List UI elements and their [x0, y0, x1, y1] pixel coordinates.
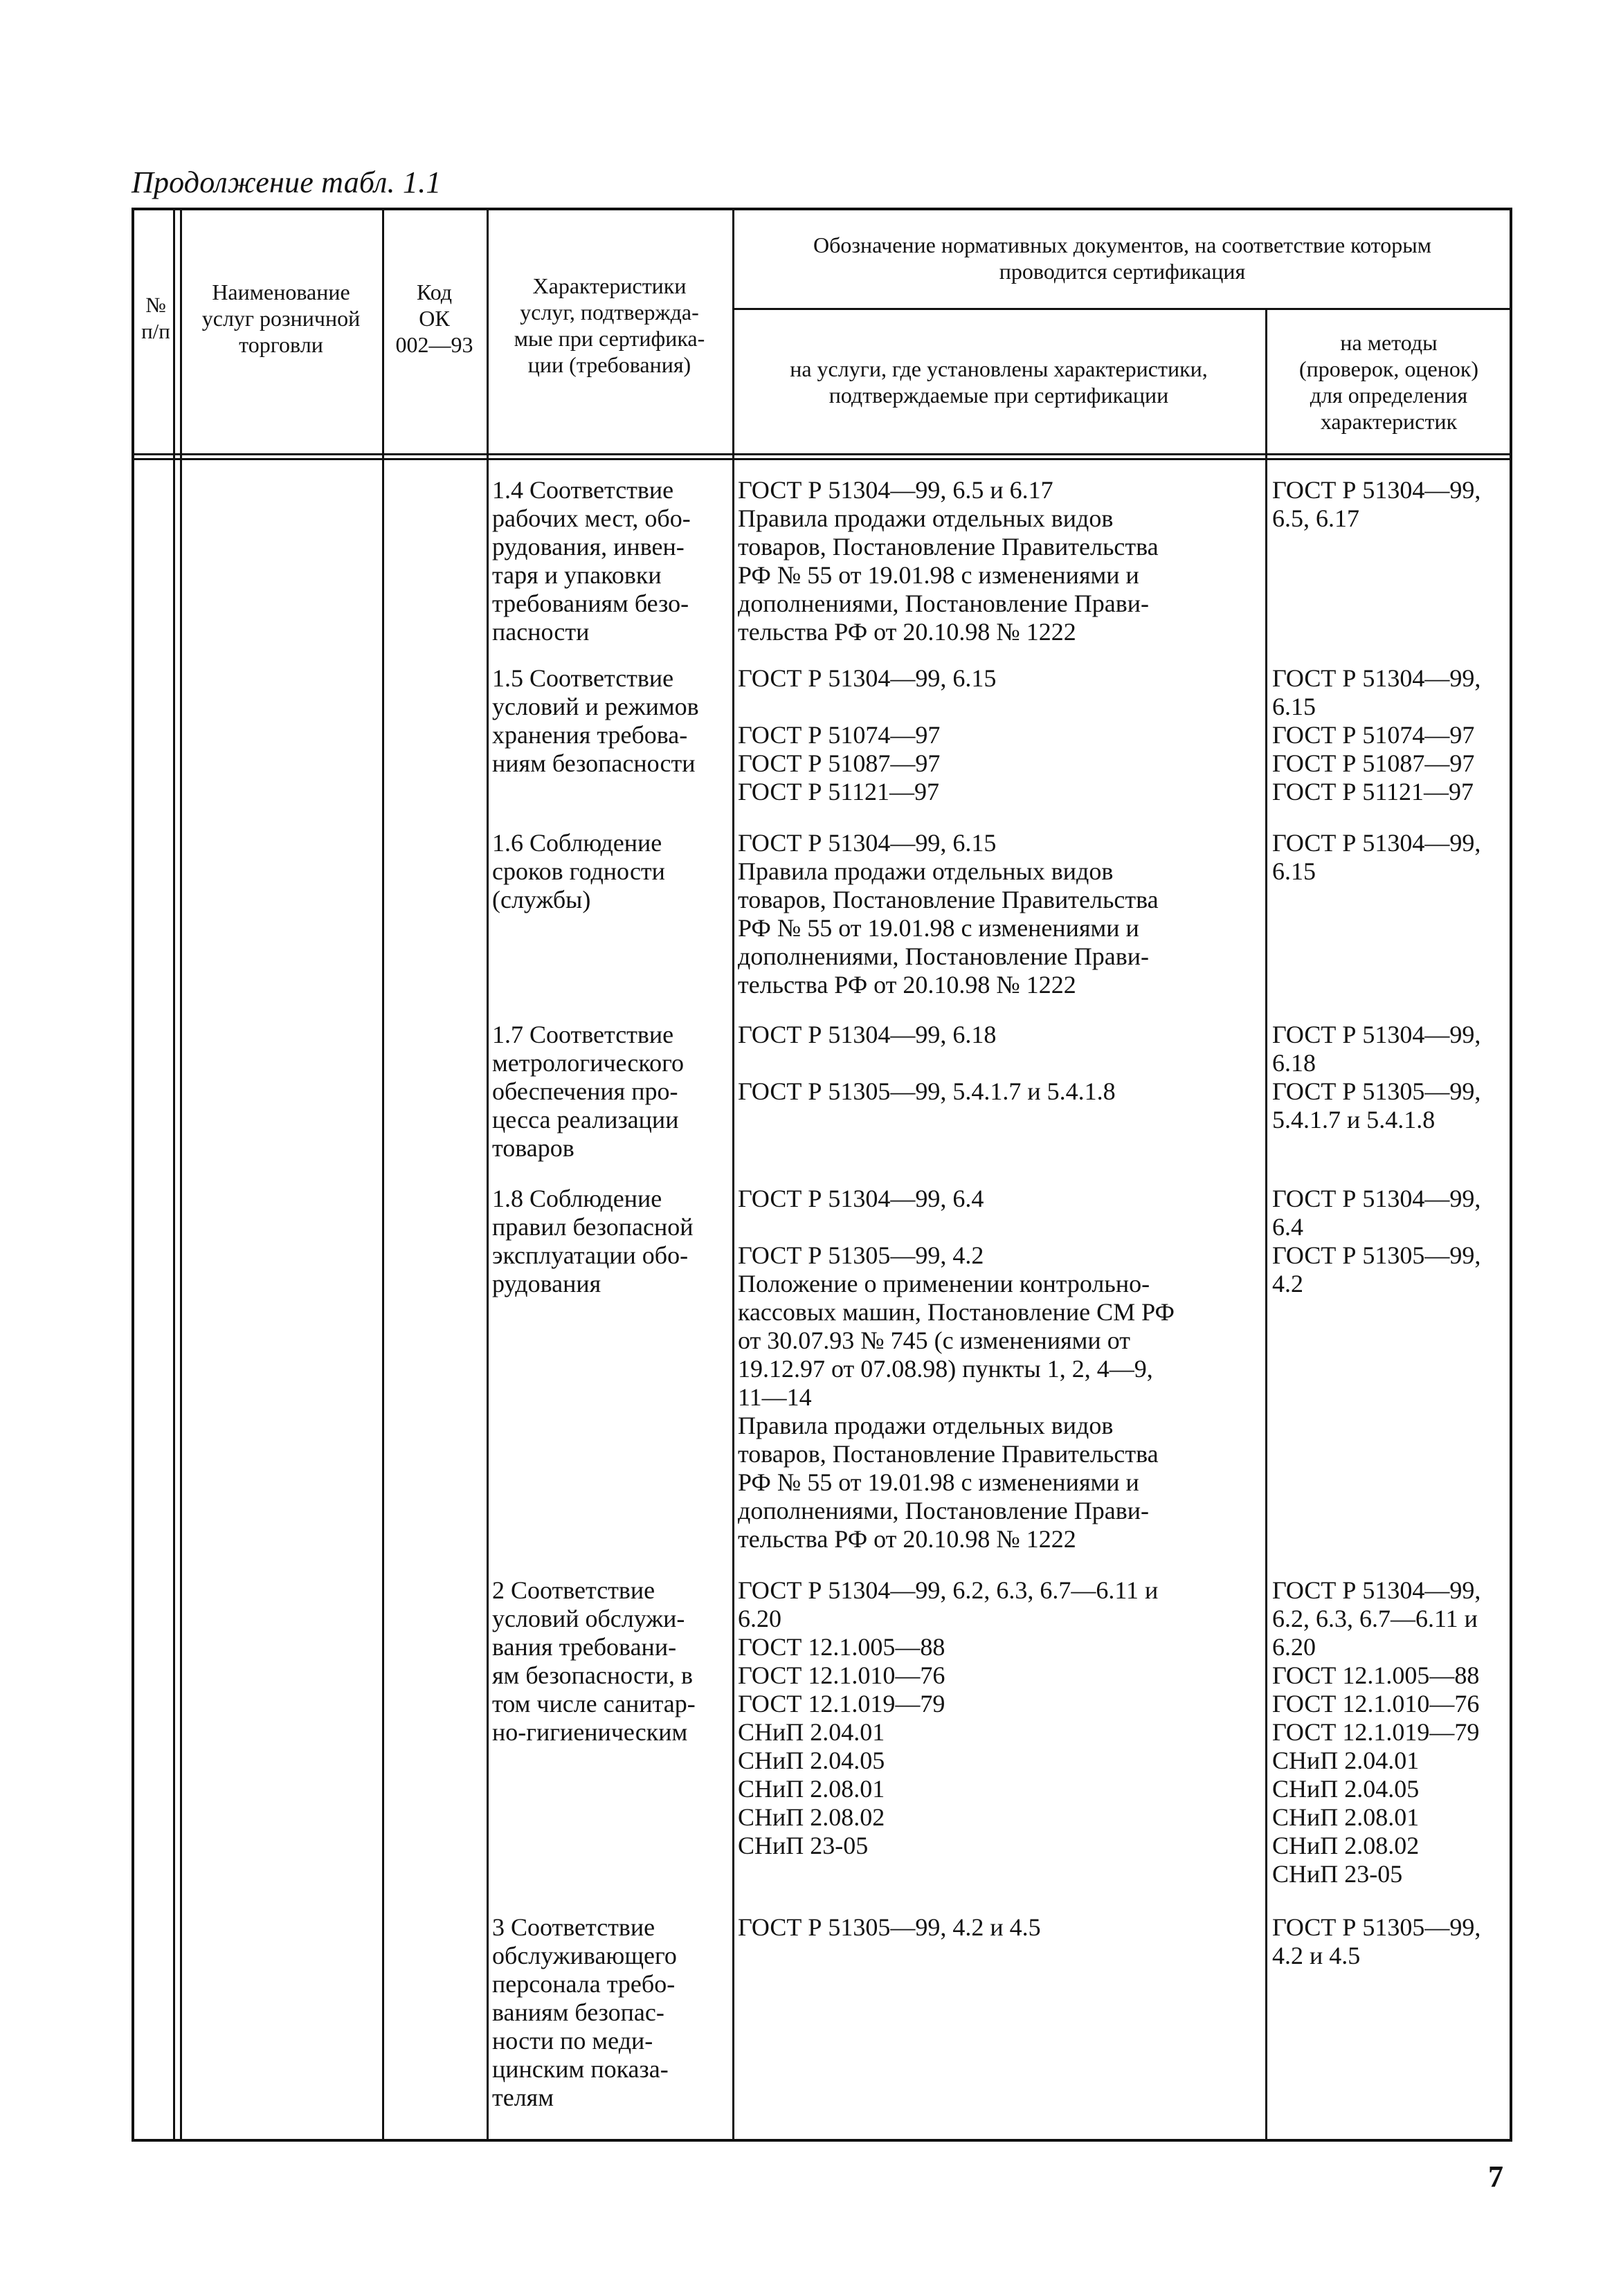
header-docs-services: на услуги, где установлены характеристики, подтверждаемые при сертификации: [790, 356, 1208, 408]
header-bottom-line-1: [132, 453, 1512, 455]
row-2-requirement: 2 Соответствие условий обслужи- вания требовани- ям безопасности, в том числе санитар- но-гигиеническим: [492, 1576, 696, 1746]
row-3-services: ГОСТ Р 51305—99, 4.2 и 4.5: [738, 1913, 1041, 1941]
row-1-6-requirement: 1.6 Соблюдение сроков годности (службы): [492, 829, 665, 913]
table-caption: Продолжение табл. 1.1: [132, 165, 442, 199]
header-characteristics: Характеристики услуг, подтвержда- мые при сертифика- ции (требования): [514, 273, 705, 377]
column-divider-num: [173, 208, 175, 2142]
header-name: Наименование услуг розничной торговли: [201, 280, 361, 357]
row-1-8-services: ГОСТ Р 51304—99, 6.4 ГОСТ Р 51305—99, 4.2 Положение о применении контрольно- кассовых машин, Постановление СМ РФ от 30.07.93 № 745 (с изменениями от 19.12.97 от 07.08.98) пункты 1, 2, 4—9, 11—14 Правила продажи отдельных видов товаров, Постановление Правительства РФ № 55 от 19.01.98 с изменениями и дополнениями, Постановление Прави- тельства РФ от 20.10.98 № 1222: [738, 1185, 1175, 1553]
row-1-4-methods: ГОСТ Р 51304—99, 6.5, 6.17: [1272, 476, 1481, 532]
row-1-6-methods: ГОСТ Р 51304—99, 6.15: [1272, 829, 1481, 885]
row-1-5-methods: ГОСТ Р 51304—99, 6.15 ГОСТ Р 51074—97 ГОСТ Р 51087—97 ГОСТ Р 51121—97: [1272, 664, 1481, 805]
header-bottom-line-2: [132, 458, 1512, 460]
row-1-5-requirement: 1.5 Соответствие условий и режимов хранения требова- ниям безопасности: [492, 664, 699, 777]
row-1-5-services: ГОСТ Р 51304—99, 6.15 ГОСТ Р 51074—97 ГОСТ Р 51087—97 ГОСТ Р 51121—97: [738, 664, 997, 805]
row-1-4-services: ГОСТ Р 51304—99, 6.5 и 6.17 Правила продажи отдельных видов товаров, Постановление Правительства РФ № 55 от 19.01.98 с изменениями и дополнениями, Постановление Прави- тельства РФ от 20.10.98 № 1222: [738, 476, 1159, 646]
header-docs: Обозначение нормативных документов, на соответствие которым проводится сертификация: [813, 232, 1431, 284]
row-1-8-methods: ГОСТ Р 51304—99, 6.4 ГОСТ Р 51305—99, 4.2: [1272, 1185, 1481, 1297]
header-num: № п/п: [141, 293, 170, 343]
row-1-7-requirement: 1.7 Соответствие метрологического обеспечения про- цесса реализации товаров: [492, 1021, 684, 1162]
header-docs-methods: на методы (проверок, оценок) для определения характеристик: [1298, 329, 1479, 434]
row-3-methods: ГОСТ Р 51305—99, 4.2 и 4.5: [1272, 1913, 1481, 1969]
column-divider-num-2: [180, 208, 182, 2142]
row-1-7-methods: ГОСТ Р 51304—99, 6.18 ГОСТ Р 51305—99, 5.4.1.7 и 5.4.1.8: [1272, 1021, 1481, 1133]
row-2-methods: ГОСТ Р 51304—99, 6.2, 6.3, 6.7—6.11 и 6.20 ГОСТ 12.1.005—88 ГОСТ 12.1.010—76 ГОСТ 12.1.019—79 СНиП 2.04.01 СНиП 2.04.05 СНиП 2.08.01 СНиП 2.08.02 СНиП 23-05: [1272, 1576, 1481, 1888]
row-3-requirement: 3 Соответствие обслуживающего персонала требо- ваниям безопас- ности по меди- цинским показа- телям: [492, 1913, 677, 2111]
header-code: Код ОК 002—93: [395, 280, 473, 357]
row-2-services: ГОСТ Р 51304—99, 6.2, 6.3, 6.7—6.11 и 6.20 ГОСТ 12.1.005—88 ГОСТ 12.1.010—76 ГОСТ 12.1.019—79 СНиП 2.04.01 СНиП 2.04.05 СНиП 2.08.01 СНиП 2.08.02 СНиП 23-05: [738, 1576, 1159, 1859]
row-1-6-services: ГОСТ Р 51304—99, 6.15 Правила продажи отдельных видов товаров, Постановление Правительства РФ № 55 от 19.01.98 с изменениями и дополнениями, Постановление Прави- тельства РФ от 20.10.98 № 1222: [738, 829, 1159, 999]
page-number: 7: [1488, 2160, 1503, 2194]
column-divider-name: [382, 208, 384, 2142]
row-1-7-services: ГОСТ Р 51304—99, 6.18 ГОСТ Р 51305—99, 5.4.1.7 и 5.4.1.8: [738, 1021, 1116, 1105]
row-1-4-requirement: 1.4 Соответствие рабочих мест, обо- рудования, инвен- таря и упаковки требованиям безо- пасности: [492, 476, 691, 646]
column-divider-code: [487, 208, 489, 2142]
column-divider-docs: [1265, 309, 1267, 2142]
column-divider-chars: [732, 208, 734, 2142]
row-1-8-requirement: 1.8 Соблюдение правил безопасной эксплуатации обо- рудования: [492, 1185, 694, 1297]
